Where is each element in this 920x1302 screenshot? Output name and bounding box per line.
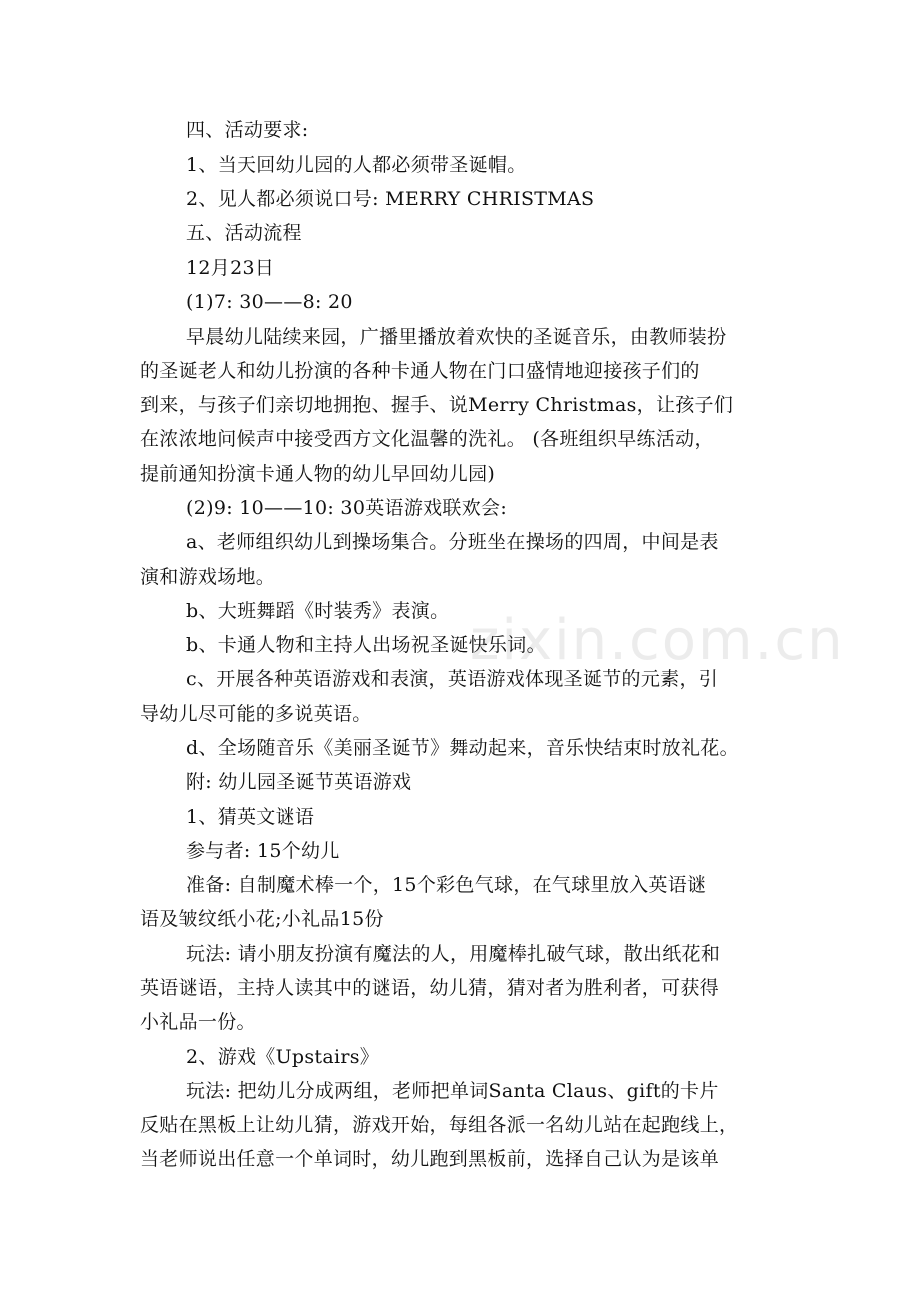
paragraph-line: 英语谜语，主持人读其中的谜语，幼儿猜，猜对者为胜利者，可获得 bbox=[140, 977, 720, 999]
game-title: 2、游戏《Upstairs》 bbox=[186, 1046, 380, 1068]
paragraph-line: 早晨幼儿陆续来园，广播里播放着欢快的圣诞音乐，由教师装扮 bbox=[186, 326, 727, 348]
appendix-heading: 附: 幼儿园圣诞节英语游戏 bbox=[186, 771, 412, 793]
paragraph-line: b、大班舞蹈《时装秀》表演。 bbox=[186, 600, 450, 622]
paragraph-line: 反贴在黑板上让幼儿猜，游戏开始，每组各派一名幼儿站在起跑线上， bbox=[140, 1114, 739, 1136]
paragraph-line: 准备: 自制魔术棒一个，15个彩色气球，在气球里放入英语谜 bbox=[186, 874, 707, 896]
paragraph-line: 导幼儿尽可能的多说英语。 bbox=[140, 703, 372, 725]
paragraph-line: b、卡通人物和主持人出场祝圣诞快乐词。 bbox=[186, 634, 546, 656]
paragraph-line: 演和游戏场地。 bbox=[140, 566, 276, 588]
paragraph-line: d、全场随音乐《美丽圣诞节》舞动起来，音乐快结束时放礼花。 bbox=[186, 737, 739, 759]
date-line: 12月23日 bbox=[186, 257, 275, 279]
time-line: (1)7: 30——8: 20 bbox=[186, 291, 353, 313]
paragraph-line: 在浓浓地问候声中接受西方文化温馨的洗礼。 (各班组织早练活动， bbox=[140, 428, 714, 450]
paragraph-line: 玩法: 请小朋友扮演有魔法的人，用魔棒扎破气球，散出纸花和 bbox=[186, 943, 721, 965]
paragraph-line: c、开展各种英语游戏和表演，英语游戏体现圣诞节的元素，引 bbox=[186, 668, 719, 690]
paragraph-line: a、老师组织幼儿到操场集合。分班坐在操场的四周，中间是表 bbox=[186, 531, 719, 553]
heading-activity-requirements: 四、活动要求: bbox=[186, 119, 309, 141]
paragraph-line: 玩法: 把幼儿分成两组，老师把单词Santa Claus、gift的卡片 bbox=[186, 1080, 719, 1102]
paragraph-line: 提前通知扮演卡通人物的幼儿早回幼儿园) bbox=[140, 463, 496, 485]
paragraph-line: 小礼品一份。 bbox=[140, 1011, 256, 1033]
watermark: zixin.com.cn bbox=[470, 608, 845, 673]
paragraph-line: 1、当天回幼儿园的人都必须带圣诞帽。 bbox=[186, 154, 527, 176]
heading-activity-process: 五、活动流程 bbox=[186, 222, 302, 244]
game-title: 1、猜英文谜语 bbox=[186, 806, 315, 828]
paragraph-line: 2、见人都必须说口号: MERRY CHRISTMAS bbox=[186, 188, 595, 210]
paragraph-line: 语及皱纹纸小花;小礼品15份 bbox=[140, 908, 384, 930]
time-line: (2)9: 10——10: 30英语游戏联欢会: bbox=[186, 497, 508, 519]
paragraph-line: 当老师说出任意一个单词时，幼儿跑到黑板前，选择自己认为是该单 bbox=[140, 1148, 720, 1170]
paragraph-line: 到来，与孩子们亲切地拥抱、握手、说Merry Christmas，让孩子们 bbox=[140, 394, 734, 416]
paragraph-line: 的圣诞老人和幼儿扮演的各种卡通人物在门口盛情地迎接孩子们的 bbox=[140, 360, 700, 382]
paragraph-line: 参与者: 15个幼儿 bbox=[186, 840, 340, 862]
